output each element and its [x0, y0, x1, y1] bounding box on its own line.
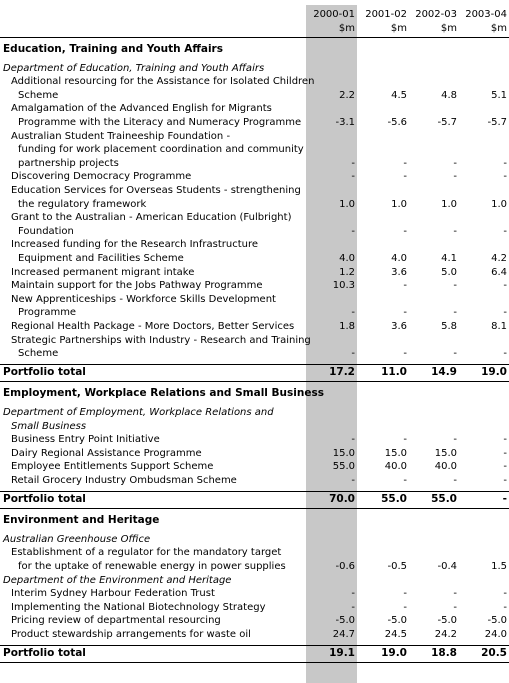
portfolio-total-row [0, 493, 509, 507]
value-cell: - [503, 307, 507, 319]
table-row [0, 320, 509, 334]
row-label: Education Services for Overseas Students - strengthening [11, 185, 301, 196]
value-cell: 10.3 [332, 280, 355, 292]
value-cell: - [453, 601, 457, 613]
table-row [0, 252, 509, 266]
section-heading [0, 43, 509, 57]
value-cell: - [351, 348, 355, 360]
value-cell: -5.0 [335, 615, 355, 627]
table-row-continuation [0, 546, 509, 560]
value-cell: 15.0 [434, 447, 457, 459]
value-cell: 5.0 [441, 266, 457, 278]
value-cell: 40.0 [434, 461, 457, 473]
value-cell: - [403, 307, 407, 319]
row-label: Maintain support for the Jobs Pathway Programme [11, 280, 263, 292]
value-cell: 1.0 [339, 198, 355, 210]
row-label: Grant to the Australian - American Education (Fulbright) [11, 212, 292, 224]
table-rule [0, 662, 509, 663]
value-cell: - [403, 280, 407, 292]
column-header-year: 2002-03 [415, 9, 457, 20]
value-cell: 4.8 [441, 89, 457, 101]
row-label: Employee Entitlements Support Scheme [11, 461, 214, 473]
row-label: Department of Education, Training and Youth Affairs [3, 62, 265, 74]
value-cell: - [503, 461, 507, 473]
department-heading [0, 406, 509, 420]
value-cell: 8.1 [491, 321, 507, 332]
value-cell: - [503, 171, 507, 183]
value-cell: -5.7 [487, 117, 507, 128]
row-label: funding for work placement coordination and community [18, 144, 304, 156]
value-cell: - [403, 157, 407, 169]
row-label: Business Entry Point Initiative [11, 434, 160, 446]
row-label: Dairy Regional Assistance Programme [11, 447, 202, 459]
row-label: Product stewardship arrangements for waste oil [11, 629, 251, 640]
row-label: Small Business [11, 420, 87, 432]
value-cell: 1.0 [441, 198, 457, 210]
row-label: Establishment of a regulator for the mandatory target [11, 547, 282, 559]
table-row [0, 116, 509, 130]
row-label: Equipment and Facilities Scheme [18, 253, 184, 264]
value-cell: 1.0 [391, 198, 407, 210]
value-cell: - [503, 280, 507, 292]
column-header-unit: $m [440, 23, 457, 34]
department-heading [0, 62, 509, 76]
value-cell: - [453, 225, 457, 237]
table-row-continuation [0, 75, 509, 89]
column-header-year: 2001-02 [365, 9, 407, 20]
column-header-unit-row [0, 22, 509, 36]
table-row-continuation [0, 130, 509, 144]
value-cell: - [453, 348, 457, 360]
value-cell: - [453, 588, 457, 600]
value-cell: 15.0 [384, 447, 407, 459]
table-row [0, 266, 509, 280]
value-cell: 2.2 [339, 89, 355, 101]
table-rule [0, 364, 509, 365]
value-cell: 1.2 [339, 266, 355, 278]
value-cell: - [503, 601, 507, 613]
column-header-year: 2000-01 [313, 9, 355, 20]
table-row [0, 225, 509, 239]
value-cell: - [403, 171, 407, 183]
value-cell: -0.4 [437, 561, 457, 572]
value-cell: 24.0 [484, 629, 507, 640]
table-rule [0, 491, 509, 492]
value-cell: - [453, 280, 457, 292]
table-row [0, 601, 509, 615]
value-cell: - [503, 475, 507, 486]
value-cell: - [503, 588, 507, 600]
row-label: Education, Training and Youth Affairs [3, 43, 223, 55]
row-label: Department of Employment, Workplace Relations and [3, 407, 274, 418]
column-header-unit: $m [338, 23, 355, 34]
value-cell: 17.2 [329, 365, 355, 378]
table-row [0, 198, 509, 212]
row-label: Implementing the National Biotechnology Strategy [11, 601, 266, 613]
value-cell: 5.1 [491, 89, 507, 101]
row-label: Portfolio total [3, 492, 86, 505]
value-cell: - [351, 588, 355, 600]
value-cell: - [503, 447, 507, 459]
value-cell: - [453, 434, 457, 446]
value-cell: - [351, 601, 355, 613]
section-heading [0, 514, 509, 528]
value-cell: - [453, 171, 457, 183]
table-row [0, 560, 509, 574]
value-cell: 1.0 [491, 198, 507, 210]
value-cell: 4.0 [391, 253, 407, 264]
row-label: Portfolio total [3, 365, 86, 378]
row-label: Retail Grocery Industry Ombudsman Scheme [11, 475, 237, 486]
value-cell: 4.2 [491, 253, 507, 264]
value-cell: -5.0 [437, 615, 457, 627]
value-cell: 19.0 [381, 646, 407, 659]
value-cell: - [403, 601, 407, 613]
table-row [0, 447, 509, 461]
column-header-unit: $m [390, 23, 407, 34]
row-label: Regional Health Package - More Doctors, Better Services [11, 321, 295, 332]
value-cell: 6.4 [491, 266, 507, 278]
table-row [0, 474, 509, 488]
row-label: partnership projects [18, 157, 119, 169]
table-row [0, 587, 509, 601]
value-cell: -0.6 [335, 561, 355, 572]
row-label: Foundation [18, 225, 74, 237]
column-header-year: 2003-04 [465, 9, 507, 20]
row-label: Scheme [18, 348, 59, 360]
value-cell: 55.0 [431, 492, 457, 505]
value-cell: 1.5 [491, 561, 507, 572]
row-label: Programme [18, 307, 77, 319]
value-cell: 18.8 [431, 646, 457, 659]
value-cell: - [502, 492, 507, 505]
value-cell: 14.9 [431, 365, 457, 378]
table-rule [0, 645, 509, 646]
value-cell: - [403, 348, 407, 360]
value-cell: 4.5 [391, 89, 407, 101]
row-label: for the uptake of renewable energy in power supplies [18, 561, 286, 572]
value-cell: 11.0 [381, 365, 407, 378]
value-cell: -3.1 [335, 117, 355, 128]
value-cell: - [403, 475, 407, 486]
value-cell: 4.0 [339, 253, 355, 264]
value-cell: 24.5 [384, 629, 407, 640]
table-row-continuation [0, 184, 509, 198]
row-label: Increased funding for the Research Infrastructure [11, 239, 259, 251]
value-cell: -5.0 [487, 615, 507, 627]
row-label: Employment, Workplace Relations and Small Business [3, 387, 324, 400]
row-label: Environment and Heritage [3, 514, 160, 527]
row-label: New Apprenticeships - Workforce Skills Development [11, 293, 276, 305]
row-label: Programme with the Literacy and Numeracy Programme [18, 117, 302, 128]
column-header-year-row [0, 8, 509, 22]
table-row [0, 157, 509, 171]
value-cell: - [403, 225, 407, 237]
value-cell: 70.0 [329, 492, 355, 505]
value-cell: -5.0 [387, 615, 407, 627]
table-row [0, 347, 509, 361]
value-cell: - [351, 475, 355, 486]
value-cell: 55.0 [381, 492, 407, 505]
portfolio-total-row [0, 366, 509, 380]
department-heading [0, 533, 509, 547]
value-cell: 1.8 [339, 321, 355, 332]
table-row-continuation [0, 238, 509, 252]
table-rule [0, 381, 509, 382]
value-cell: - [351, 157, 355, 169]
value-cell: 15.0 [332, 447, 355, 459]
table-row [0, 89, 509, 103]
column-header-unit: $m [490, 23, 507, 34]
value-cell: - [503, 348, 507, 360]
row-label: Interim Sydney Harbour Federation Trust [11, 588, 215, 600]
table-row [0, 279, 509, 293]
value-cell: - [453, 307, 457, 319]
value-cell: 20.5 [481, 646, 507, 659]
value-cell: 3.6 [391, 266, 407, 278]
department-heading [0, 574, 509, 588]
section-heading [0, 387, 509, 401]
value-cell: - [503, 434, 507, 446]
value-cell: - [351, 434, 355, 446]
value-cell: -0.5 [387, 561, 407, 572]
value-cell: - [403, 434, 407, 446]
value-cell: 24.7 [332, 629, 355, 640]
value-cell: - [403, 588, 407, 600]
value-cell: - [351, 225, 355, 237]
value-cell: 19.0 [481, 365, 507, 378]
value-cell: - [351, 171, 355, 183]
table-row-continuation [0, 102, 509, 116]
row-label: Additional resourcing for the Assistance for Isolated Children [11, 76, 315, 88]
table-rule [0, 508, 509, 509]
row-label: Amalgamation of the Advanced English for Migrants [11, 103, 272, 115]
table-row-continuation [0, 334, 509, 348]
row-label: Department of the Environment and Heritage [3, 574, 232, 586]
row-label: Increased permanent migrant intake [11, 266, 195, 278]
row-label: Scheme [18, 89, 59, 101]
value-cell: 3.6 [391, 321, 407, 332]
value-cell: 5.8 [441, 321, 457, 332]
value-cell: -5.7 [437, 117, 457, 128]
row-label: Australian Student Traineeship Foundation - [11, 130, 231, 142]
value-cell: 55.0 [332, 461, 355, 473]
department-heading [0, 420, 509, 434]
table-row-continuation [0, 211, 509, 225]
row-label: Portfolio total [3, 646, 86, 659]
table-row [0, 433, 509, 447]
portfolio-total-row [0, 647, 509, 661]
table-row [0, 306, 509, 320]
row-label: Strategic Partnerships with Industry - Research and Training [11, 334, 311, 346]
value-cell: - [503, 225, 507, 237]
row-label: the regulatory framework [18, 198, 147, 210]
table-row [0, 170, 509, 184]
value-cell: 4.1 [441, 253, 457, 264]
value-cell: 19.1 [329, 646, 355, 659]
value-cell: - [351, 307, 355, 319]
header-rule [0, 37, 509, 38]
table-row-continuation [0, 143, 509, 157]
value-cell: - [453, 475, 457, 486]
value-cell: 40.0 [384, 461, 407, 473]
value-cell: 24.2 [434, 629, 457, 640]
table-row-continuation [0, 293, 509, 307]
value-cell: - [453, 157, 457, 169]
row-label: Australian Greenhouse Office [3, 533, 151, 545]
table-row [0, 628, 509, 642]
row-label: Discovering Democracy Programme [11, 171, 192, 183]
value-cell: - [503, 157, 507, 169]
row-label: Pricing review of departmental resourcing [11, 615, 221, 627]
table-row [0, 614, 509, 628]
value-cell: -5.6 [387, 117, 407, 128]
table-row [0, 460, 509, 474]
